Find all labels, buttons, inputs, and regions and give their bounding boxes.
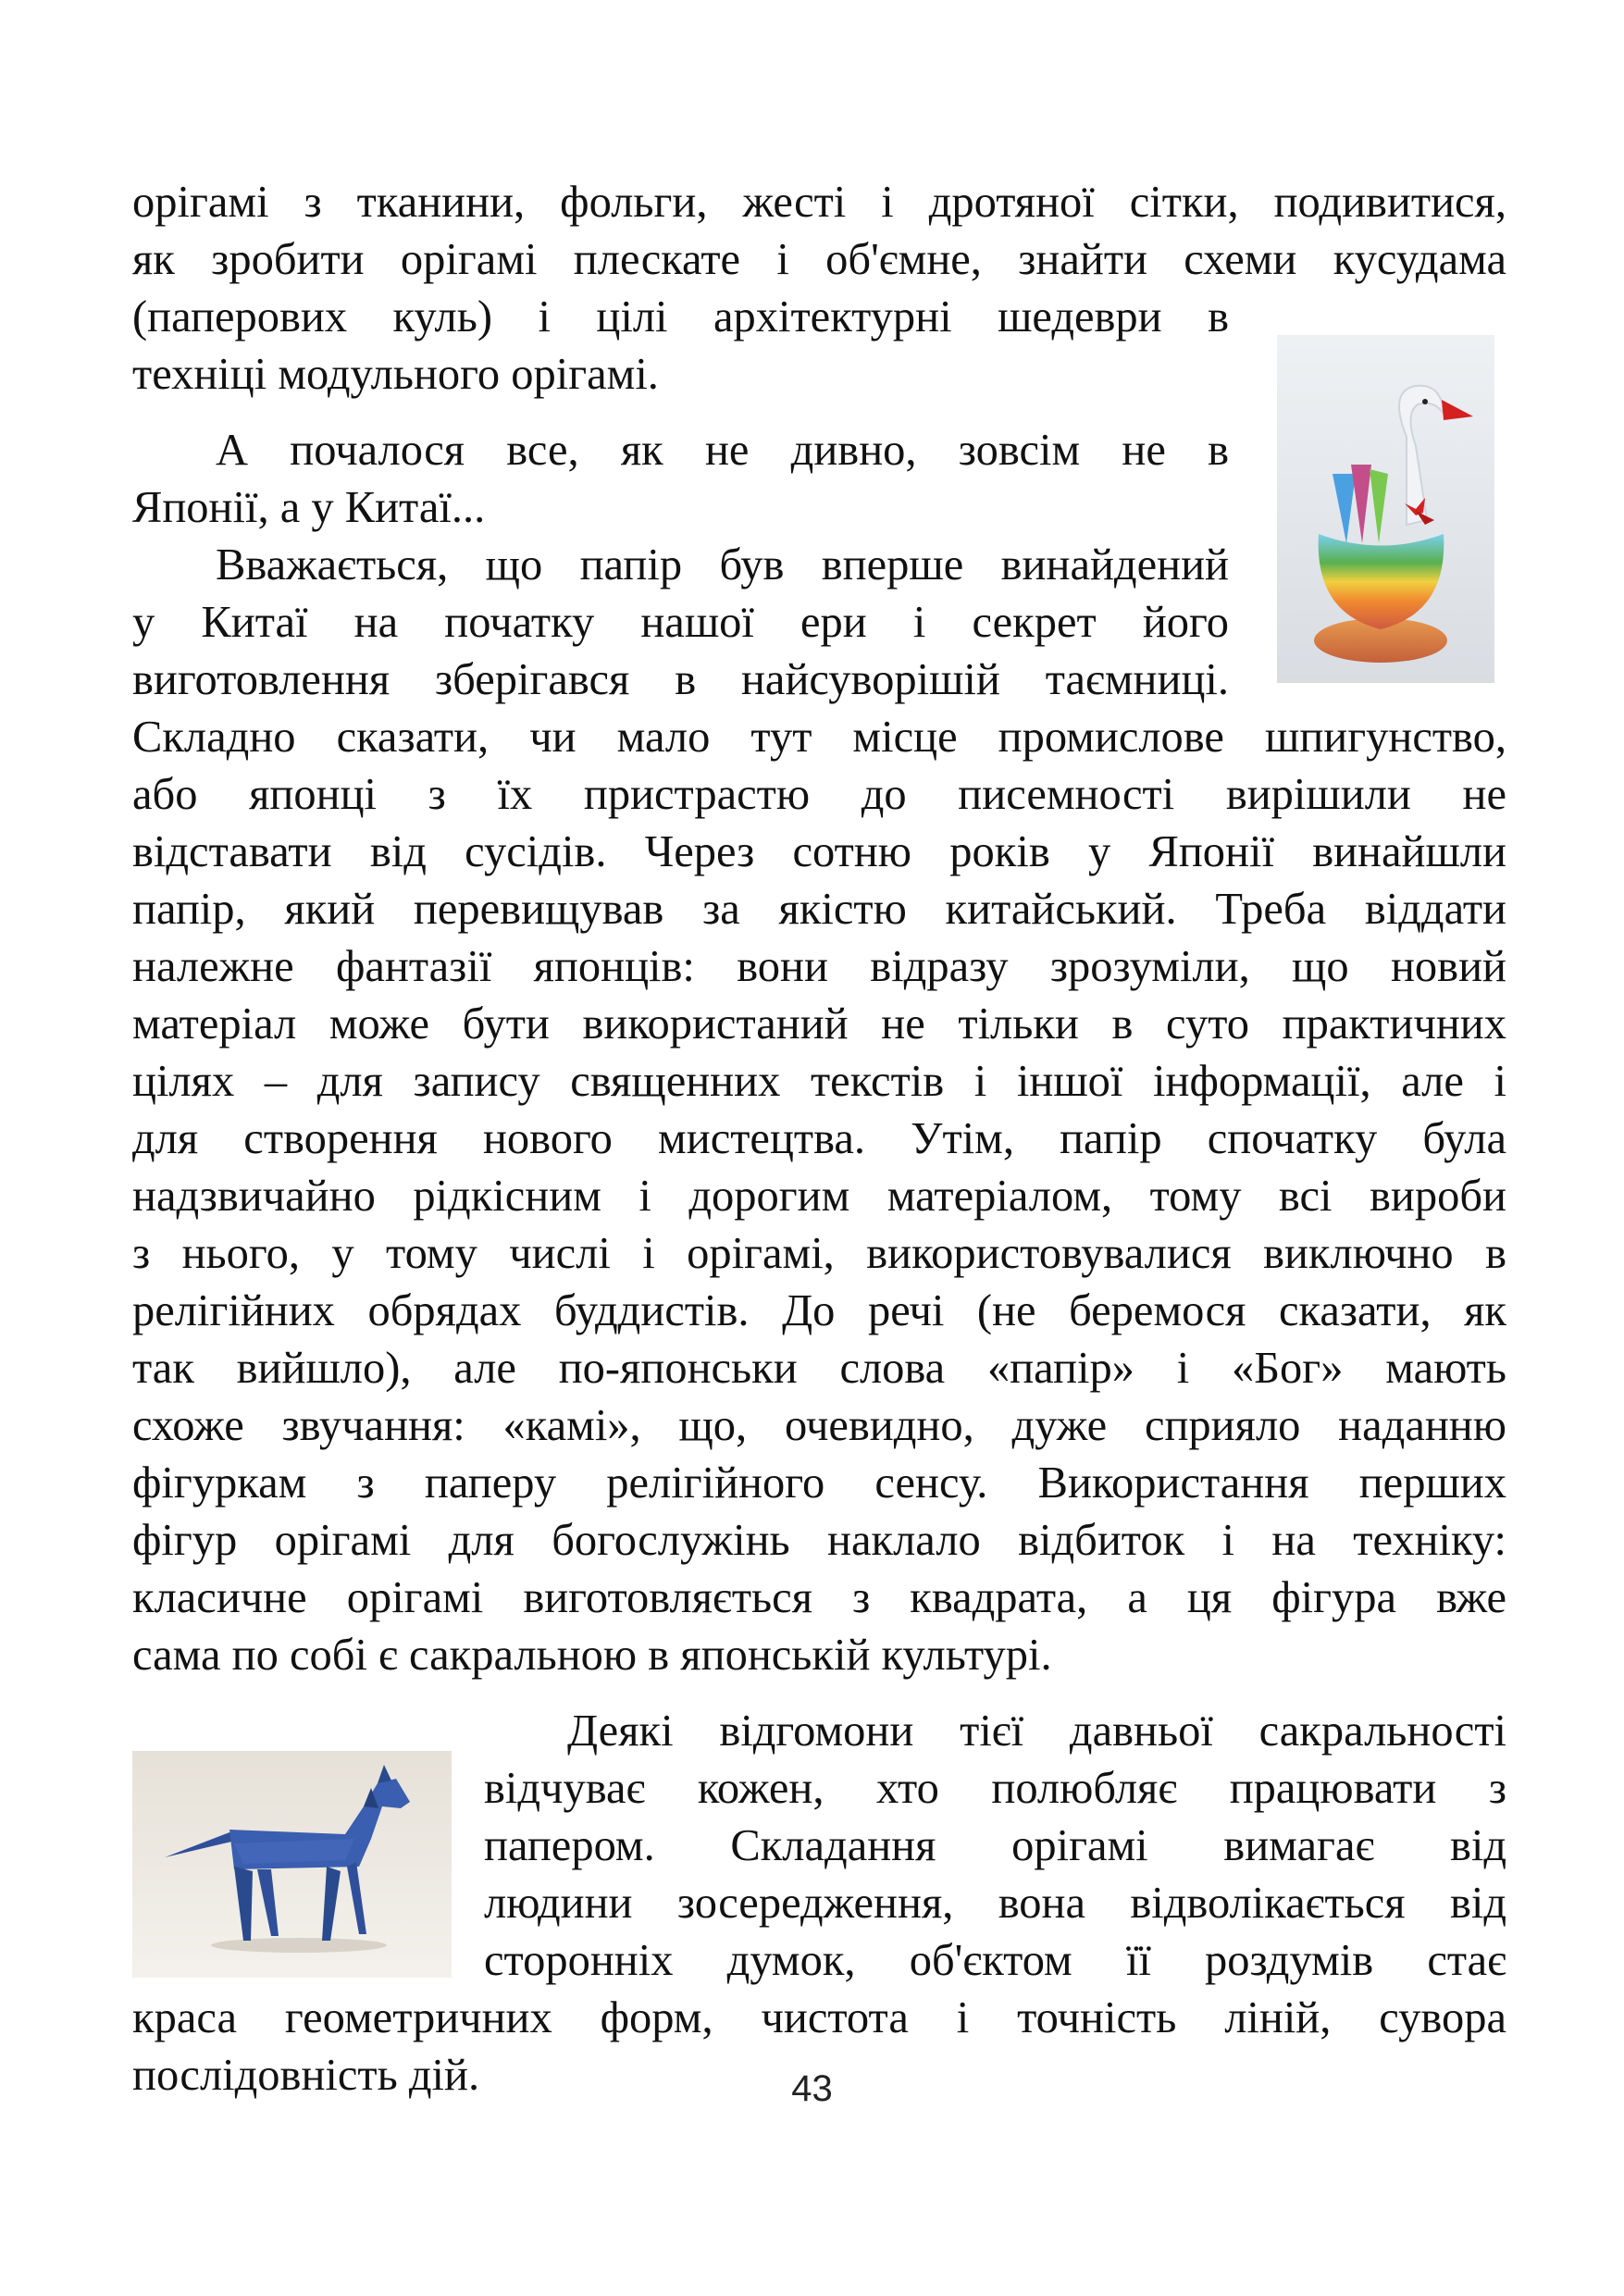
text-line: папір, який перевищував за якістю китайський. Треба віддати (132, 885, 1506, 934)
text-line: фігур орігамі для богослужінь наклало відбиток і на техніку: (132, 1516, 1506, 1565)
text-line: фігуркам з паперу релігійного сенсу. Використання перших (132, 1458, 1506, 1508)
text-line: релігійних обрядах буддистів. До речі (не беремося сказати, як (132, 1286, 1506, 1335)
text-line: людини зосередження, вона відволікається від (484, 1879, 1506, 1928)
text-line: для створення нового мистецтва. Утім, папір спочатку була (132, 1114, 1506, 1163)
text-line: техніці модульного орігамі. (132, 350, 659, 399)
text-line: виготовлення зберігався в найсуворішій таємниці. (132, 655, 1229, 704)
text-line: відставати від сусідів. Через сотню років у Японії винайшли (132, 827, 1506, 876)
text-line: сторонніх думок, об'єктом її роздумів стає (484, 1936, 1506, 1985)
text-line: як зробити орігамі плескате і об'ємне, знайти схеми кусудама (132, 235, 1506, 284)
text-line: сама по собі є сакральною в японській культурі. (132, 1631, 1052, 1680)
text-line: А почалося все, як не дивно, зовсім не в (216, 426, 1229, 475)
text-line: Деякі відгомони тієї давньої сакральності (567, 1706, 1506, 1756)
text-line: відчуває кожен, хто полюбляє працювати з (484, 1764, 1506, 1813)
text-line: папером. Складання орігамі вимагає від (484, 1821, 1506, 1870)
origami-horse-image (132, 1751, 452, 1978)
origami-swan-image (1277, 335, 1494, 683)
text-line: цілях – для запису священних текстів і іншої інформації, але і (132, 1057, 1506, 1106)
page-number: 43 (791, 2068, 833, 2109)
text-line: класичне орігамі виготовляється з квадрата, а ця фігура вже (132, 1573, 1506, 1622)
text-line: з нього, у тому числі і орігамі, використовувалися виключно в (132, 1229, 1506, 1278)
text-line: матеріал може бути використаний не тільки в суто практичних (132, 999, 1506, 1049)
text-line: схоже звучання: «камі», що, очевидно, дуже сприяло наданню (132, 1401, 1506, 1450)
text-line: (паперових куль) і цілі архітектурні шедеври в (132, 292, 1229, 341)
text-line: у Китаї на початку нашої ери і секрет його (132, 598, 1229, 647)
text-line: Японії, а у Китаї... (132, 483, 486, 532)
text-line: надзвичайно рідкісним і дорогим матеріалом, тому всі вироби (132, 1172, 1506, 1221)
text-line: так вийшло), але по-японськи слова «папір» і «Бог» мають (132, 1344, 1506, 1393)
text-line: Складно сказати, чи мало тут місце промислове шпигунство, (132, 713, 1506, 762)
text-line: або японці з їх пристрастю до писемності вирішили не (132, 770, 1506, 819)
text-line: належне фантазії японців: вони відразу зрозуміли, що новий (132, 942, 1506, 991)
text-line: орігамі з тканини, фольги, жесті і дротяної сітки, подивитися, (132, 178, 1506, 227)
text-line: Вважається, що папір був вперше винайдений (216, 540, 1229, 590)
text-line: краса геометричних форм, чистота і точність ліній, сувора (132, 1993, 1506, 2042)
text-line: послідовність дій. (132, 2051, 480, 2100)
